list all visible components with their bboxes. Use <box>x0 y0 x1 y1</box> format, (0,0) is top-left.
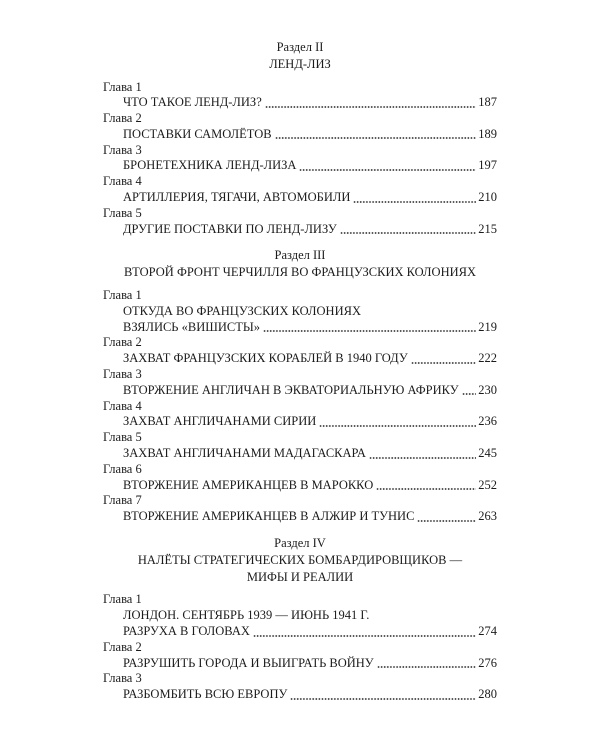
page-number: 276 <box>478 655 497 670</box>
chapter-iii-5 <box>103 430 497 462</box>
chapter-label: Глава 3 <box>103 366 142 381</box>
chapter-label: Глава 3 <box>103 671 142 686</box>
chapter-ii-4 <box>103 174 497 206</box>
page-number: 263 <box>478 509 497 524</box>
table-of-contents <box>103 39 497 703</box>
chapter-title-first-line: ЛОНДОН. СЕНТЯБРЬ 1939 — ИЮНЬ 1941 Г. <box>123 608 370 623</box>
chapter-title-first-line: ОТКУДА ВО ФРАНЦУЗСКИХ КОЛОНИЯХ <box>123 303 361 318</box>
chapter-ii-5 <box>103 206 497 238</box>
chapter-iv-1 <box>103 592 497 639</box>
section-heading <box>103 535 497 586</box>
dot-leader <box>340 222 476 238</box>
chapter-entry-line <box>103 351 497 367</box>
page-number: 197 <box>478 158 497 173</box>
chapter-title: ПОСТАВКИ САМОЛЁТОВ <box>123 126 272 141</box>
chapter-label: Глава 1 <box>103 592 142 607</box>
chapter-entry-line <box>103 656 497 672</box>
page-number: 210 <box>478 190 497 205</box>
dot-leader <box>263 320 476 336</box>
page-number: 230 <box>478 382 497 397</box>
page-number: 280 <box>478 687 497 702</box>
chapter-label: Глава 1 <box>103 287 142 302</box>
chapter-entry-line <box>103 687 497 703</box>
chapter-entry-line <box>103 158 497 174</box>
chapter-label: Глава 4 <box>103 398 142 413</box>
chapter-entry-line <box>103 127 497 143</box>
chapter-entry-line <box>103 383 497 399</box>
dot-leader <box>290 687 476 703</box>
chapter-title: АРТИЛЛЕРИЯ, ТЯГАЧИ, АВТОМОБИЛИ <box>123 190 351 205</box>
section-iii <box>103 247 497 524</box>
chapter-iii-4 <box>103 399 497 431</box>
chapter-label: Глава 2 <box>103 639 142 654</box>
section-ii <box>103 39 497 237</box>
chapter-ii-3 <box>103 143 497 175</box>
section-title-line-2: МИФЫ И РЕАЛИИ <box>246 569 354 584</box>
chapter-label: Глава 5 <box>103 430 142 445</box>
page-number: 187 <box>478 95 497 110</box>
dot-leader <box>253 624 476 640</box>
section-label: Раздел IV <box>274 535 326 550</box>
dot-leader <box>265 95 477 111</box>
page-number: 189 <box>478 126 497 141</box>
chapter-entry-line <box>103 95 497 111</box>
section-title-line-1: НАЛЁТЫ СТРАТЕГИЧЕСКИХ БОМБАРДИРОВЩИКОВ — <box>137 552 463 567</box>
dot-leader <box>377 656 477 672</box>
page-number: 215 <box>478 221 497 236</box>
section-title: ВТОРОЙ ФРОНТ ЧЕРЧИЛЛЯ ВО ФРАНЦУЗСКИХ КОЛОНИЯХ <box>124 265 476 280</box>
dot-leader <box>462 383 477 399</box>
chapter-label: Глава 4 <box>103 174 142 189</box>
chapter-label: Глава 1 <box>103 79 142 94</box>
section-heading <box>103 247 497 281</box>
chapter-label: Глава 2 <box>103 335 142 350</box>
chapter-iii-2 <box>103 335 497 367</box>
page-number: 245 <box>478 445 497 460</box>
chapter-label: Глава 6 <box>103 461 142 476</box>
dot-leader <box>353 190 476 206</box>
chapter-title: ЗАХВАТ АНГЛИЧАНАМИ СИРИИ <box>123 414 317 429</box>
chapter-label: Глава 3 <box>103 142 142 157</box>
chapter-iii-1 <box>103 288 497 335</box>
section-iv <box>103 535 497 703</box>
chapter-iii-7 <box>103 493 497 525</box>
chapter-title: ВТОРЖЕНИЕ АМЕРИКАНЦЕВ В АЛЖИР И ТУНИС <box>123 509 415 524</box>
chapter-entry-line <box>103 320 497 336</box>
chapter-ii-1 <box>103 80 497 112</box>
dot-leader <box>417 509 476 525</box>
dot-leader <box>275 127 477 143</box>
chapter-entry-line <box>103 414 497 430</box>
chapter-title: ЗАХВАТ ФРАНЦУЗСКИХ КОРАБЛЕЙ В 1940 ГОДУ <box>123 351 408 366</box>
chapter-title: ВТОРЖЕНИЕ АНГЛИЧАН В ЭКВАТОРИАЛЬНУЮ АФРИКУ <box>123 382 459 397</box>
chapter-ii-2 <box>103 111 497 143</box>
dot-leader <box>411 351 477 367</box>
chapter-entry-line <box>103 509 497 525</box>
dot-leader <box>319 414 476 430</box>
chapter-title: РАЗРУХА В ГОЛОВАХ <box>123 624 250 639</box>
chapter-title: РАЗБОМБИТЬ ВСЮ ЕВРОПУ <box>123 687 288 702</box>
section-heading <box>103 39 497 73</box>
chapter-title: ВЗЯЛИСЬ «ВИШИСТЫ» <box>123 319 260 334</box>
chapter-title: ЧТО ТАКОЕ ЛЕНД-ЛИЗ? <box>123 95 262 110</box>
chapter-title: ЗАХВАТ АНГЛИЧАНАМИ МАДАГАСКАРА <box>123 445 366 460</box>
chapter-title: ДРУГИЕ ПОСТАВКИ ПО ЛЕНД-ЛИЗУ <box>123 221 337 236</box>
chapter-label: Глава 7 <box>103 493 142 508</box>
chapter-iv-3 <box>103 671 497 703</box>
dot-leader <box>376 478 476 494</box>
page-number: 274 <box>478 624 497 639</box>
chapter-iii-3 <box>103 367 497 399</box>
page-number: 222 <box>478 351 497 366</box>
chapter-title: ВТОРЖЕНИЕ АМЕРИКАНЦЕВ В МАРОККО <box>123 477 374 492</box>
chapter-entry-line <box>103 478 497 494</box>
section-label: Раздел II <box>276 40 324 54</box>
dot-leader <box>299 158 476 174</box>
section-label: Раздел III <box>274 248 326 263</box>
chapter-label: Глава 5 <box>103 205 142 220</box>
page-number: 219 <box>478 319 497 334</box>
dot-leader <box>369 446 476 462</box>
section-title: ЛЕНД-ЛИЗ <box>269 57 331 71</box>
chapter-iii-6 <box>103 462 497 494</box>
chapter-entry-line <box>103 190 497 206</box>
chapter-title: БРОНЕТЕХНИКА ЛЕНД-ЛИЗА <box>123 158 297 173</box>
chapter-entry-line <box>103 222 497 238</box>
chapter-iv-2 <box>103 640 497 672</box>
chapter-label: Глава 2 <box>103 111 142 126</box>
chapter-entry-line <box>103 624 497 640</box>
chapter-title: РАЗРУШИТЬ ГОРОДА И ВЫИГРАТЬ ВОЙНУ <box>123 655 374 670</box>
page-number: 236 <box>478 414 497 429</box>
chapter-entry-line <box>103 446 497 462</box>
page-number: 252 <box>478 477 497 492</box>
